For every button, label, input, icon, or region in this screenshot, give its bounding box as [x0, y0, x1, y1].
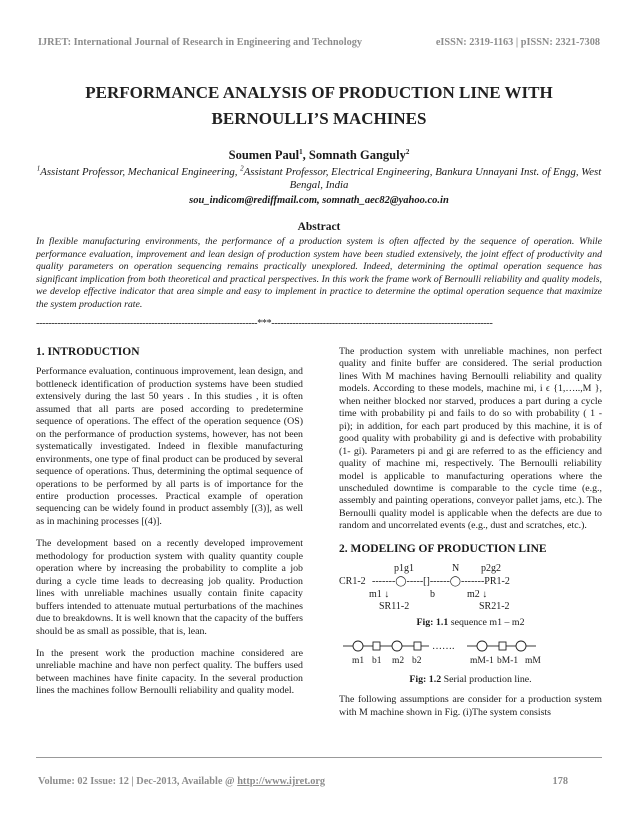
footer-volume: [38, 776, 325, 787]
abstract-text: In flexible manufacturing environments, the performance of a production system is often affected by the sequence of operation. While performance evaluation, improvement and lean design of production system have been studied extensively, the joint effect of productivity and quality parameters on operation sequencing remains practically unexplored. Indeed, determining the optimal operation sequence has significant implication from both theoretical and practical perspectives. In this work the frame work of Bernoulli reliability and quality models, we develop effective indicator that area simple and easy to implement in practice to determine the optimal operation sequence that maximize the system production rate.: [36, 236, 602, 310]
fig2-label-b2: b2: [412, 655, 422, 666]
journal-link[interactable]: http://www.ijret.org: [237, 776, 326, 787]
author-2-sup: 2: [405, 147, 410, 156]
right-column: [339, 346, 602, 729]
buffer-box-icon: [414, 642, 421, 650]
intro-paragraph-3: In the present work the production machine considered are unreliable machine and have non perfect quality. The buffers used between machines have finite capacity. In the several production lines the machines follow Bernoulli reliability and quality model.: [36, 647, 303, 697]
fig2-label-mM: mM: [525, 655, 541, 666]
fig2-label-b1: b1: [372, 655, 382, 666]
section-1-heading: 1. INTRODUCTION: [36, 346, 140, 358]
fig2-dots: …….: [432, 640, 455, 652]
fig1-N: N: [452, 563, 460, 575]
affiliations: [32, 166, 606, 192]
fig1-sr1: SR11-2: [379, 601, 410, 613]
authors: [30, 148, 608, 163]
author-1-sup: 1: [299, 147, 303, 156]
left-column: [36, 346, 303, 708]
machine-circle-icon: [516, 641, 526, 651]
abstract-heading: Abstract: [297, 221, 341, 233]
fig1-caption-label: Fig: 1.1: [416, 617, 449, 629]
buffer-box-icon: [373, 642, 380, 650]
running-footer: [38, 776, 568, 787]
fig1-p2g2: p2g2: [481, 563, 501, 575]
fig1-cr: CR1-2: [339, 576, 366, 588]
assumptions-paragraph: The following assumptions are consider for a production system with M machine shown in Fig. (i)The system consists: [339, 694, 602, 718]
figure-1-1-diagram: [339, 563, 602, 615]
title-line-1: PERFORMANCE ANALYSIS OF PRODUCTION LINE WITH: [85, 83, 553, 102]
section-2-heading: 2. MODELING OF PRODUCTION LINE: [339, 542, 547, 555]
buffer-box-icon: [499, 642, 506, 650]
journal-name: IJRET: International Journal of Research in Engineering and Technology: [38, 37, 363, 48]
serial-line-svg: [339, 638, 602, 654]
fig2-label-m1: m1: [352, 655, 365, 666]
intro-paragraph-2: The development based on a recently developed improvement methodology for production system with quality quantity couple operation where by increasing the probability to complite a job during a cycle time leads to decreasing job quality. Production lines with unreliable machines usually contain finite capacity buffers intended to attenuate mutual perturbations of the machines due to breakdowns. It is well known that the capacity of the buffers should be as small as possible, that is, lean.: [36, 538, 303, 637]
machine-circle-icon: [392, 641, 402, 651]
figure-1-2-diagram: [339, 638, 602, 672]
fig1-m1: m1 ↓: [369, 589, 390, 601]
figure-1-2-caption: [339, 674, 602, 686]
author-emails: sou_indicom@rediffmail.com, somnath_aec82@yahoo.co.in: [189, 195, 449, 206]
affil-2: Assistant Professor, Electrical Engineering, Bankura Unnayani Inst. of Engg, West Bengal, India: [243, 166, 602, 191]
fig2-label-bM-1: bM-1: [497, 655, 519, 666]
affil-2-sup: 2: [240, 164, 244, 173]
affil-1: Assistant Professor, Mechanical Engineering,: [40, 166, 241, 178]
author-separator: ,: [302, 148, 309, 162]
page-number: 178: [552, 776, 568, 787]
section-separator: -------------------------------------------------------------------------***-------------------------------------------------------------------------: [36, 318, 493, 329]
author-1: Soumen Paul: [228, 148, 300, 162]
affil-1-sup: 1: [36, 164, 41, 173]
fig1-sr2: SR21-2: [479, 601, 510, 613]
model-paragraph: The production system with unreliable machines, non perfect quality and finite buffer are considered. The serial production lines With M machines having Bernoulli reliability and quality models. According to these models, machine mi, i ϵ {1,…..,M }, when neither blocked nor starved, produces a part during a cycle time with probability pi and fails to do so with probability ( 1 - pi); in addition, for each part produced by this machine, it is of good quality with probability gi and is defective with probability (1- gi). Parameters pi and gi are referred to as the efficiency and quality of machine mi, respectively. The Bernoulli reliability model is applicable to manufacturing operations where the unscheduled downtime is comparable to the cycle time (e.g., assembly and painting operations, conveyor pallet jams, etc.). The Bernoulli quality model is applicable when the defects are due to random and uncorrelated events (e.g., dust and scratches, etc.).: [339, 346, 602, 532]
issn-text: eISSN: 2319-1163 | pISSN: 2321-7308: [435, 37, 600, 48]
paper-title: [30, 80, 608, 132]
footer-volume-text: Volume: 02 Issue: 12 | Dec-2013, Available @: [38, 776, 238, 787]
fig2-caption-label: Fig: 1.2: [409, 673, 442, 685]
fig2-label-m2: m2: [392, 655, 405, 666]
fig2-label-mM-1: mM-1: [470, 655, 494, 666]
author-2: Somnath Ganguly: [308, 148, 406, 162]
fig1-m2: m2 ↓: [467, 589, 488, 601]
fig1-p1g1: p1g1: [394, 563, 414, 575]
fig2-caption-text: Serial production line.: [441, 673, 532, 685]
title-line-2: BERNOULLI’S MACHINES: [211, 109, 427, 128]
running-header: [38, 37, 600, 48]
fig1-line: -------◯-----[]------◯-------PR1-2: [372, 576, 510, 588]
figure-1-1-caption: [339, 617, 602, 629]
fig1-b: b: [430, 589, 435, 601]
fig1-caption-text: sequence m1 – m2: [448, 617, 525, 629]
intro-paragraph-1: Performance evaluation, continuous improvement, lean design, and bottleneck identification of production systems have been studied extensively during the last 50 years . In this studies , it is often assumed that all parts are posed according to predetermine sequence of operations. The effect of the operation sequence (OS) on the performance of production systems, however, has not been systematically investigated. Indeed in flexible manufacturing environments, one type of final product can be produced by several sequence of operations. Thus, determining the optimal sequence of operations to be performed by all parts is of importance for the entire production processes. Practical example of operation sequencing can be widely found in product assembly [(3)], as well as in machining processes [(4)].: [36, 366, 303, 527]
machine-circle-icon: [353, 641, 363, 651]
machine-circle-icon: [477, 641, 487, 651]
footer-rule: [36, 757, 602, 758]
